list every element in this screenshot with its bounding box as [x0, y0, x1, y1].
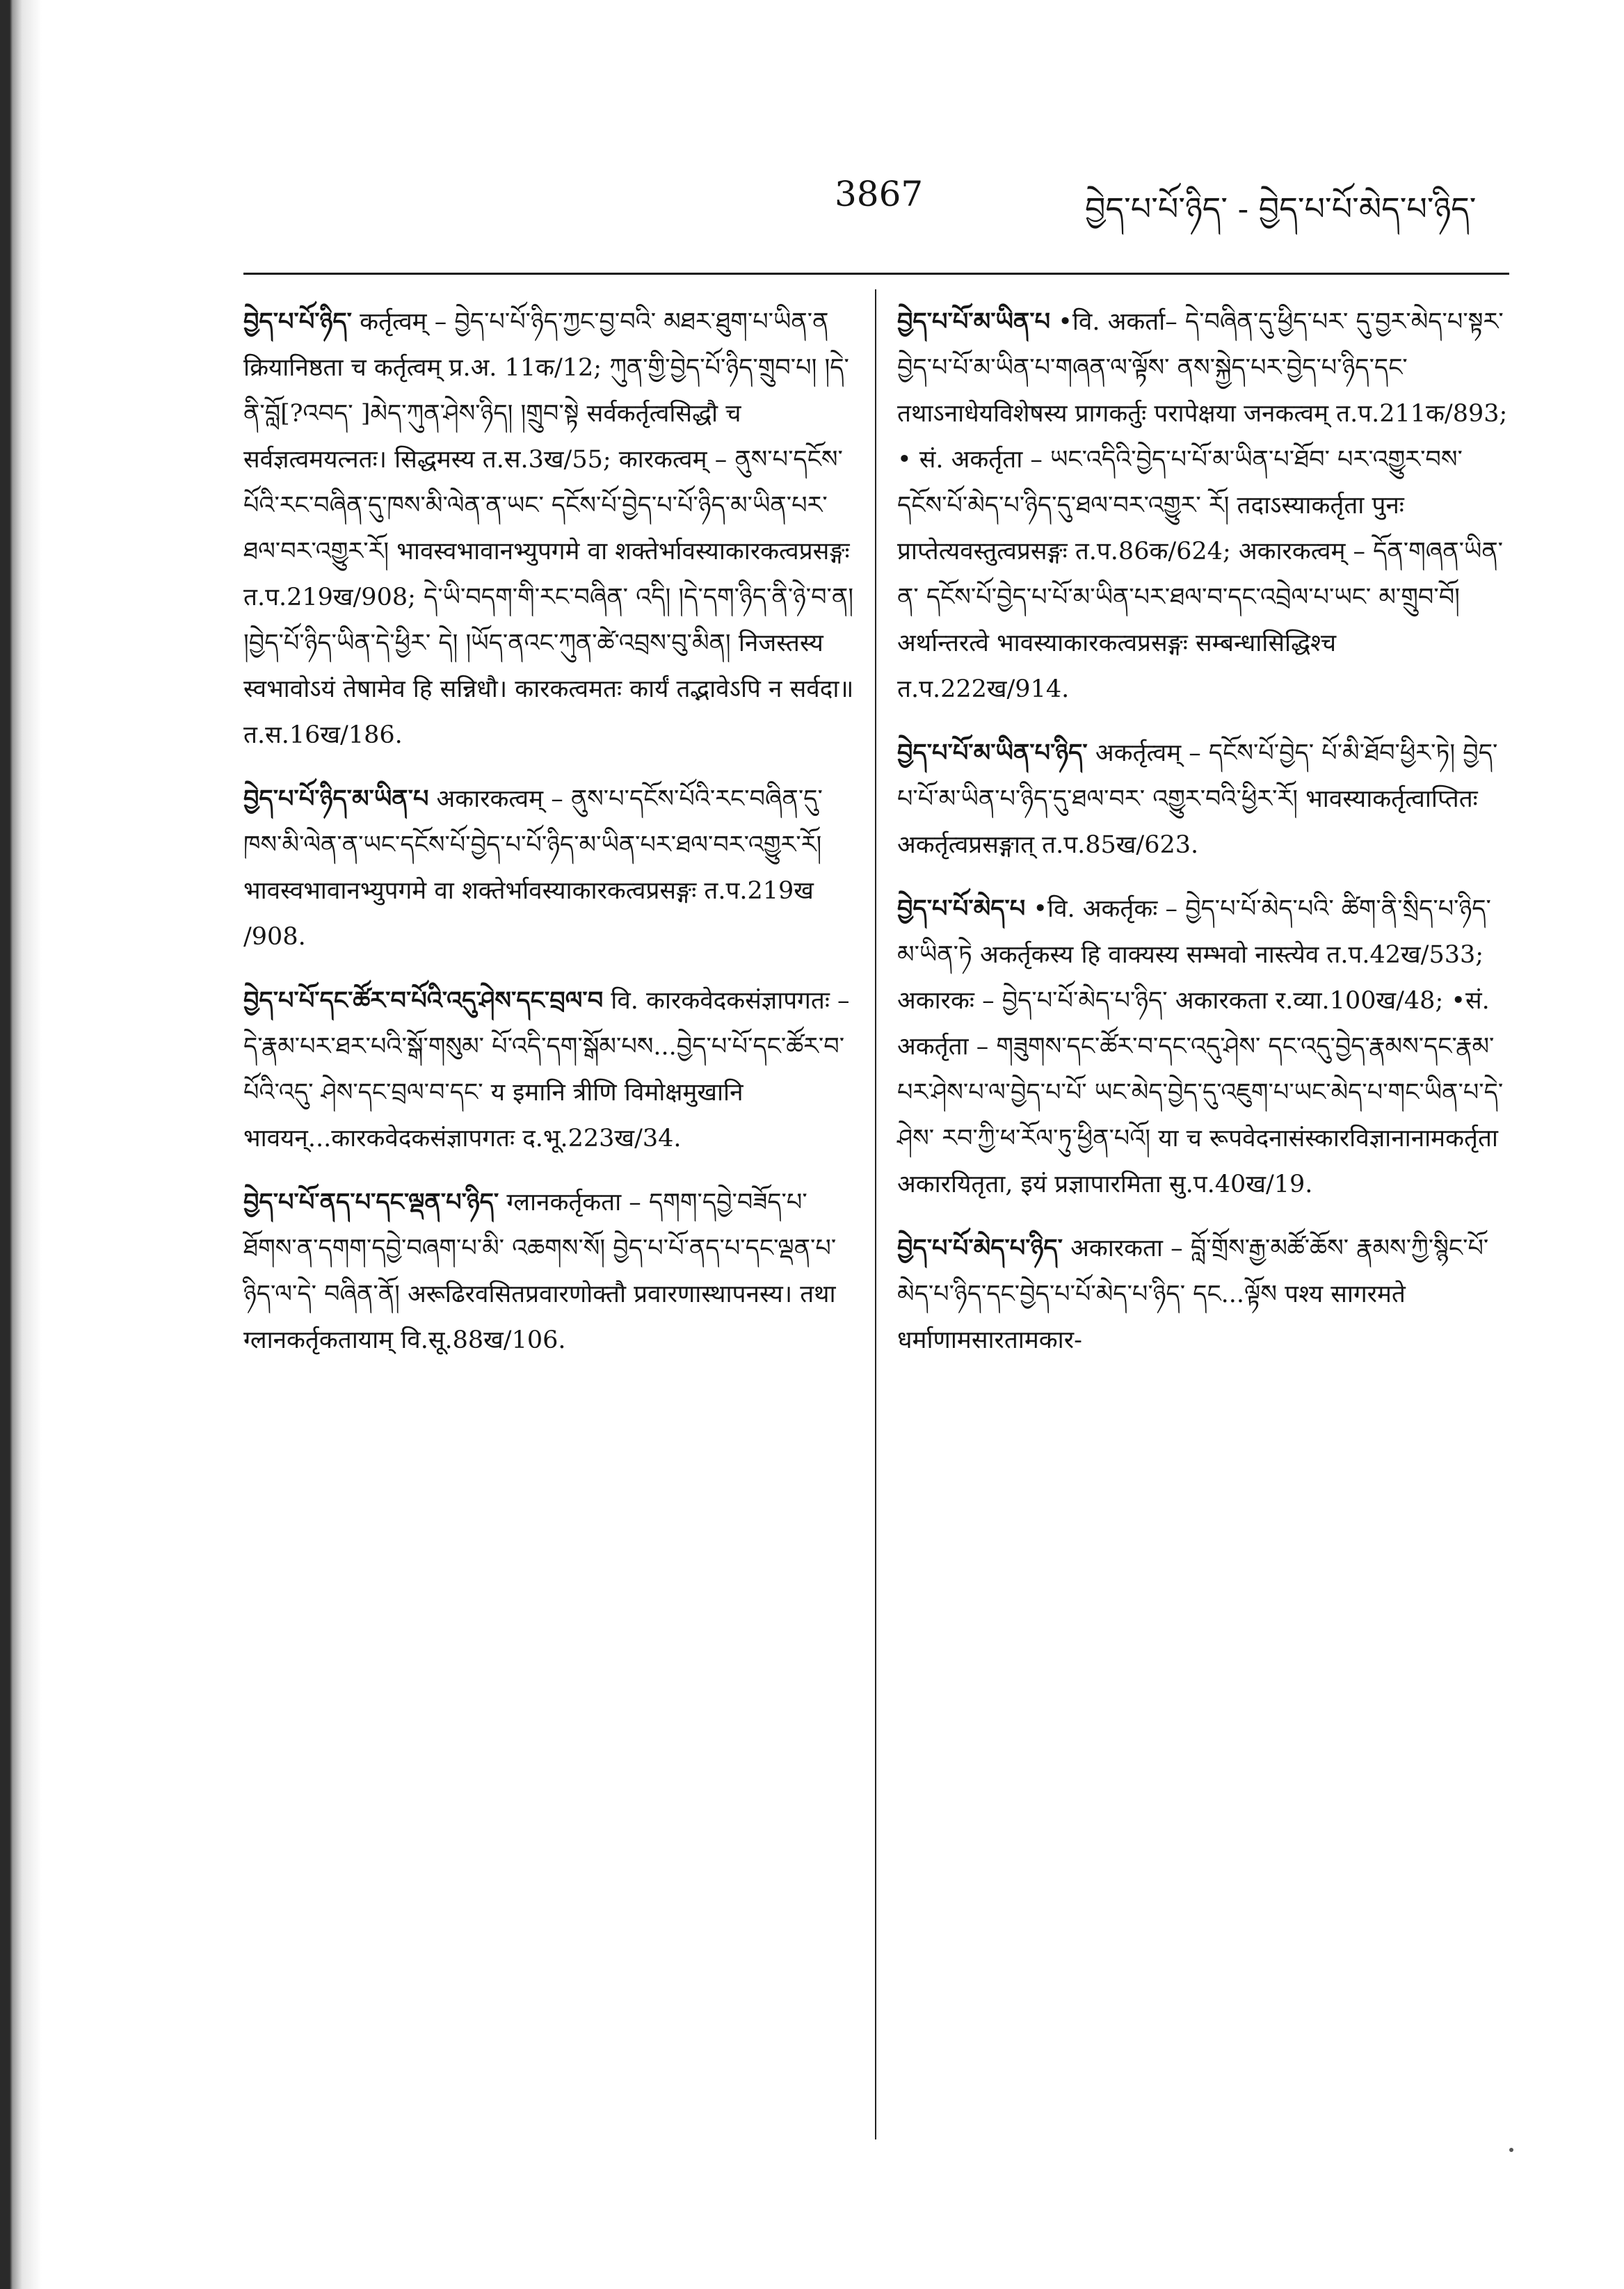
- entry-text: अकारकता – བློ་གྲོས་རྒྱ་མཚོ་ཆོས་ རྣམས་ཀྱི་སྙིང་པོ་མེད་པ་ཉིད་དང་བྱེད་པ་པོ་མེད་པ་ཉིད་ དང...ལྟོས पश्य सागरमते धर्माणामसारतामकार-: [897, 1235, 1489, 1354]
- entry-headword: བྱེད་པ་པོ་ཉིད་: [243, 307, 352, 336]
- entry-headword: བྱེད་པ་པོ་མེད་པ: [897, 894, 1026, 923]
- dictionary-entry: [243, 1180, 855, 1363]
- dictionary-entry: [243, 299, 855, 758]
- entry-text: वि. कारकवेदकसंज्ञापगतः – དེ་རྣམ་པར་ཐར་པའི་སྒོ་གསུམ་ པོ་འདི་དག་སྒོམ་པས...བྱེད་པ་པོ་དང་ཚོར་བ་པོའི་འདུ་ ཤེས་དང་བྲལ་བ་དང་ य इमानि त्रीणि विमोक्षमुखानि भावयन्...कारकवेदकसंज्ञापगतः द.भू.223ख/34.: [243, 987, 850, 1152]
- entry-text: अकर्तृत्वम् – དངོས་པོ་བྱེད་ པོ་མི་ཐོབ་ཕྱིར་ཏེ། བྱེད་པ་པོ་མ་ཡིན་པ་ཉིད་དུ་ཐལ་བར་ འགྱུར་བའི་ཕྱིར་རོ། भावस्याकर्तृत्वाप्तितः अकर्तृत्वप्रसङ्गात् त.प.85ख/623.: [897, 739, 1498, 859]
- entry-text: •वि. अकर्ता– དེ་བཞིན་དུ་ཕྱིད་པར་ དུ་བྱར་མེད་པ་སྟར་བྱེད་པ་པོ་མ་ཡིན་པ་གཞན་ལ་ལྟོས་ ནས་སྐྱེད་པར་བྱེད་པ་ཉིད་དང་ तथाऽनाधेयविशेषस्य प्रागकर्तुः परापेक्षया जनकत्वम् त.प.211क/893; • सं. अकर्तृता – ཡང་འདིའི་བྱེད་པ་པོ་མ་ཡིན་པ་ཐོབ་ པར་འགྱུར་བས་དངོས་པོ་མེད་པ་ཉིད་དུ་ཐལ་བར་འགྱུར་ རོ། तदाऽस्याकर्तृता पुनः प्राप्तेत्यवस्तुत्वप्रसङ्गः त.प.86क/624; अकारकत्वम् – དོན་གཞན་ཡིན་ན་ དངོས་པོ་བྱེད་པ་པོ་མ་ཡིན་པར་ཐལ་བ་དང་འབྲེལ་པ་ཡང་ མ་གྲུབ་བོ། अर्थान्तरत्वे भावस्याकारकत्वप्रसङ्गः सम्बन्धासिद्धिश्च त.प.222ख/914.: [897, 308, 1508, 703]
- entry-headword: བྱེད་པ་པོ་ཉིད་མ་ཡིན་པ: [243, 785, 429, 813]
- dictionary-entry: [897, 886, 1509, 1207]
- book-binding-edge: [0, 0, 49, 2289]
- left-column: [243, 299, 855, 1381]
- entry-headword: བྱེད་པ་པོ་མེད་པ་ཉིད་: [897, 1234, 1063, 1262]
- entry-headword: བྱེད་པ་པོ་མ་ཡིན་པ: [897, 307, 1051, 336]
- entry-headword: བྱེད་པ་པོ་ནད་པ་དང་ལྡན་པ་ཉིད་: [243, 1188, 499, 1216]
- entry-text: कर्तृत्वम् – བྱེད་པ་པོ་ཉིད་ཀྱང་བྱ་བའི་ མཐར་ཐུག་པ་ཡིན་ན क्रियानिष्ठता च कर्तृत्वम् प्र.अ. 11क/12; ཀུན་གྱི་བྱེད་པོ་ཉིད་གྲུབ་པ། །དེ་ནི་བློ[?འབད་ ]མེད་ཀུན་ཤེས་ཉིད། །གྲུབ་སྟེ सर्वकर्तृत्वसिद्धौ च सर्वज्ञत्वमयत्नतः। सिद्धमस्य त.स.3ख/55; कारकत्वम् – ནུས་པ་དངོས་པོའི་རང་བཞིན་དུ་ཁས་མི་ལེན་ན་ཡང་ དངོས་པོ་བྱེད་པ་པོ་ཉིད་མ་ཡིན་པར་ཐལ་བར་འགྱུར་རོ། भावस्वभावानभ्युपगमे वा शक्तेर्भावस्याकारकत्वप्रसङ्गः त.प.219ख/908; དེ་ཡི་བདག་གི་རང་བཞིན་ འདི། །དེ་དག་ཉིད་ནི་ཉེ་བ་ན། །བྱེད་པོ་ཉིད་ཡིན་དེ་ཕྱིར་ དེ། །ཡོད་ནའང་ཀུན་ཚེ་འབྲས་བུ་མིན། निजस्तस्य स्वभावोऽयं तेषामेव हि सन्निधौ। कारकत्वमतः कार्यं तद्भावेऽपि न सर्वदा॥ त.स.16ख/186.: [243, 308, 854, 749]
- right-column: [897, 299, 1509, 1381]
- header-rule: [243, 273, 1509, 275]
- dictionary-entry: [897, 299, 1509, 712]
- entry-text: ग्लानकर्तृकता – དགག་དབྱེ་བཟོད་པ་ཐོགས་ན་དགག་དབྱེ་བཞག་པ་མི་ འཆགས་སོ། བྱེད་པ་པོ་ནད་པ་དང་ལྡན་པ་ཉིད་ལ་དེ་ བཞིན་ནོ། अरूढिरवसितप्रवारणोक्तौ प्रवारणास्थापनस्य। तथा ग्लानकर्तृकतायाम् वि.सू.88ख/106.: [243, 1189, 837, 1354]
- dictionary-entry: [897, 1226, 1509, 1363]
- scan-speck: [1509, 2148, 1513, 2152]
- entry-headword: བྱེད་པ་པོ་མ་ཡིན་པ་ཉིད་: [897, 739, 1088, 767]
- column-divider: [875, 289, 876, 2139]
- entry-headword: བྱེད་པ་པོ་དང་ཚོར་བ་པོའི་འདུ་ཤེས་དང་བྲལ་བ: [243, 986, 604, 1015]
- running-head: བྱེད་པ་པོ་ཉིད་ - བྱེད་པ་པོ་མེད་པ་ཉིད་: [1085, 190, 1477, 227]
- entry-text: अकारकत्वम् – ནུས་པ་དངོས་པོའི་རང་བཞིན་དུ་ཁས་མི་ལེན་ན་ཡང་དངོས་པོ་བྱེད་པ་པོ་ཉིད་མ་ཡིན་པར་ཐལ་བར་འགྱུར་རོ། भावस्वभावानभ्युपगमे वा शक्तेर्भावस्याकारकत्वप्रसङ्गः त.प.219ख /908.: [243, 785, 823, 951]
- dictionary-entry: [243, 776, 855, 960]
- dictionary-entry: [897, 730, 1509, 868]
- entry-text: •वि. अकर्तृकः – བྱེད་པ་པོ་མེད་པའི་ ཚིག་ནི་སྲིད་པ་ཉིད་མ་ཡིན་ཏེ अकर्तृकस्य हि वाक्यस्य सम्भवो नास्त्येव त.प.42ख/533; अकारकः – བྱེད་པ་པོ་མེད་པ་ཉིད་ अकारकता र.व्या.100ख/48; •सं. अकर्तृता – གཟུགས་དང་ཚོར་བ་དང་འདུ་ཤེས་ དང་འདུ་བྱེད་རྣམས་དང་རྣམ་པར་ཤེས་པ་ལ་བྱེད་པ་པོ་ ཡང་མེད་བྱེད་དུ་འཇུག་པ་ཡང་མེད་པ་གང་ཡིན་པ་དེ་ཤེས་ རབ་ཀྱི་ཕ་རོལ་ཏུ་ཕྱིན་པའོ། या च रूपवेदनासंस्कारविज्ञानानामकर्तृता अकारयितृता, इयं प्रज्ञापारमिता सु.प.40ख/19.: [897, 895, 1504, 1198]
- dictionary-entry: [243, 978, 855, 1162]
- page-number: 3867: [835, 174, 924, 214]
